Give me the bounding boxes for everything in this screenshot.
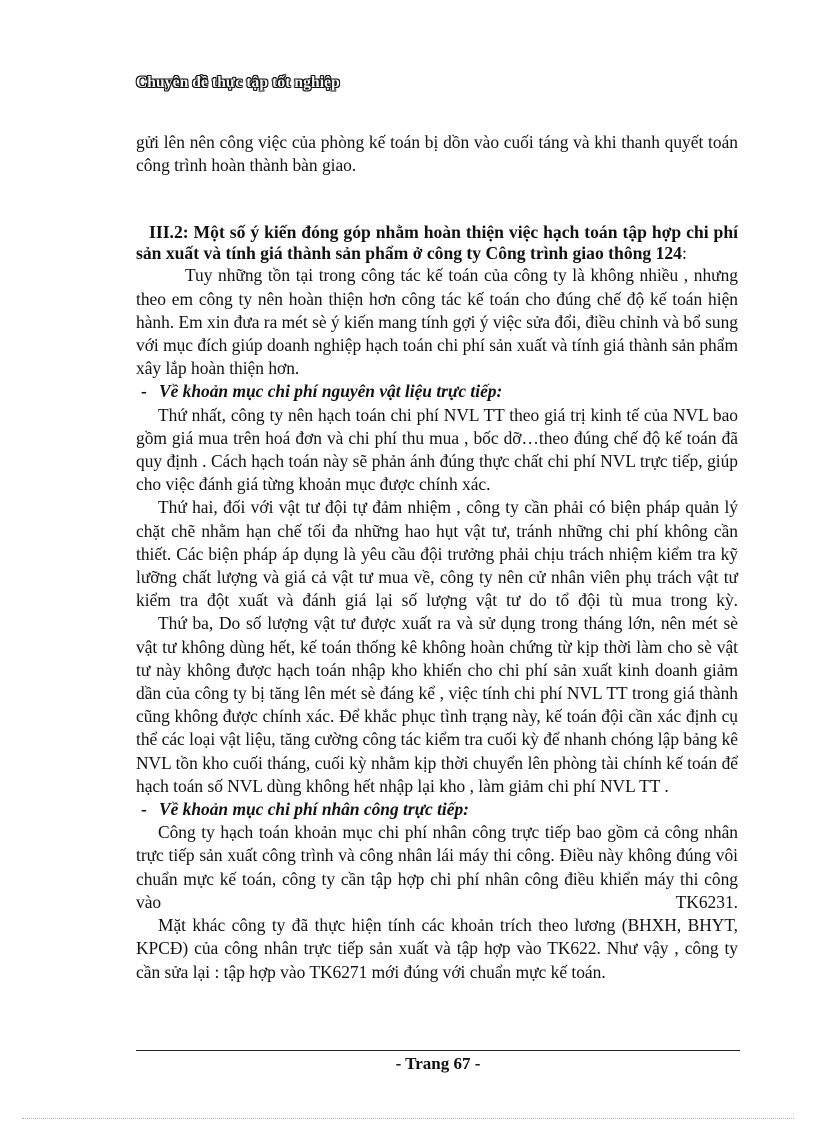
section-title-text: III.2: Một số ý kiến đóng góp nhằm hoàn thiện việc hạch toán tập hợp chi phí sản xuất và tính giá thành sản phẩm ở công ty Công trình giao thông 124 (136, 222, 738, 264)
bullet-labor (136, 798, 738, 821)
running-header: Chuyên đề thực tập tốt nghiệp (136, 74, 340, 91)
paragraph-first: Thứ nhất, công ty nên hạch toán chi phí NVL TT theo giá trị kinh tế của NVL bao gồm giá mua trên hoá đơn và chi phí thu mua , bốc dỡ…theo đúng chế độ kế toán đã quy định . Cách hạch toán này sẽ phản ánh đúng thực chất chi phí NVL trực tiếp, giúp cho việc đánh giá từng khoản mục được chính xác. (136, 404, 738, 495)
paragraph-second: Thứ hai, đối với vật tư đội tự đảm nhiệm , công ty cần phải có biện pháp quản lý chặt chẽ nhằm hạn chế tối đa những hao hụt vật tư, tránh những chi phí không cần thiết. Các biện pháp áp dụng là yêu cầu đội trưởng phải chịu trách nhiệm kiểm tra kỹ lưỡng chất lượng và giá cả vật tư mua về, công ty nên cử nhân viên phụ trách vật tư kiểm tra đột xuất và đánh giá lại số lượng vật tư do tổ đội tù mua trong kỳ. (136, 497, 738, 611)
overview-paragraph: Tuy những tồn tại trong công tác kế toán của công ty là không nhiều , nhưng theo em công ty nên hoàn thiện hơn công tác kế toán cho đúng chế độ kế toán hiện hành. Em xin đưa ra mét sè ý kiến mang tính gợi ý việc sửa đổi, điều chỉnh và bổ sung với mục đích giúp doanh nghiệp hạch toán chi phí sản xuất và tính giá thành sản phẩm xây lắp hoàn thiện hơn. (136, 265, 738, 379)
bullet-materials-label: Về khoản mục chi phí nguyên vật liệu trực tiếp: (159, 381, 503, 402)
bullet-dash: - (141, 381, 147, 402)
footer-divider (136, 1050, 740, 1051)
page-body (136, 131, 738, 984)
paragraph-other: Mặt khác công ty đã thực hiện tính các khoản trích theo lương (BHXH, BHYT, KPCĐ) của công nhân trực tiếp sản xuất và tập hợp vào TK622. Như vậy , công ty cần sửa lại : tập hợp vào TK6271 mới đúng với chuẩn mực kế toán. (136, 915, 738, 982)
page-bottom-border (22, 1118, 794, 1119)
page-number: - Trang 67 - (395, 1054, 481, 1073)
section-title (136, 222, 738, 264)
paragraph-third: Thứ ba, Do số lượng vật tư được xuất ra và sử dụng trong tháng lớn, nên mét sè vật tư không dùng hết, kế toán thống kê không hoàn chứng từ kịp thời làm cho sè vật tư này không được hạch toán nhập kho khiến cho chi phí sản xuất kinh doanh giảm dần của công ty bị tăng lên mét sè đáng kể , việc tính chi phí NVL TT trong giá thành cũng không được chính xác. Để khắc phục tình trạng này, kế toán đội cần xác định cụ thể các loại vật liệu, tăng cường công tác kiểm tra cuối kỳ để nhanh chóng lập bảng kê NVL tồn kho cuối tháng, cuối kỳ nhằm kịp thời chuyển lên phòng tài chính kế toán để hạch toán số NVL dùng không hết nhập lại kho , làm giảm chi phí NVL TT . (136, 613, 738, 796)
section-title-suffix: : (681, 243, 687, 264)
bullet-labor-label: Về khoản mục chi phí nhân công trực tiếp: (159, 799, 469, 820)
bullet-dash: - (141, 799, 147, 820)
intro-paragraph: gửi lên nên công việc của phòng kế toán bị dồn vào cuối táng và khi thanh quyết toán công trình hoàn thành bàn giao. (136, 132, 738, 176)
bullet-materials (136, 380, 738, 403)
paragraph-labor: Công ty hạch toán khoản mục chi phí nhân công trực tiếp bao gồm cả công nhân trực tiếp sản xuất công trình và công nhân lái máy thi công. Điều này không đúng vôi chuẩn mực kế toán, công ty cần tập hợp chi phí nhân công điều khiển máy thi công vào TK6231. (136, 822, 738, 912)
